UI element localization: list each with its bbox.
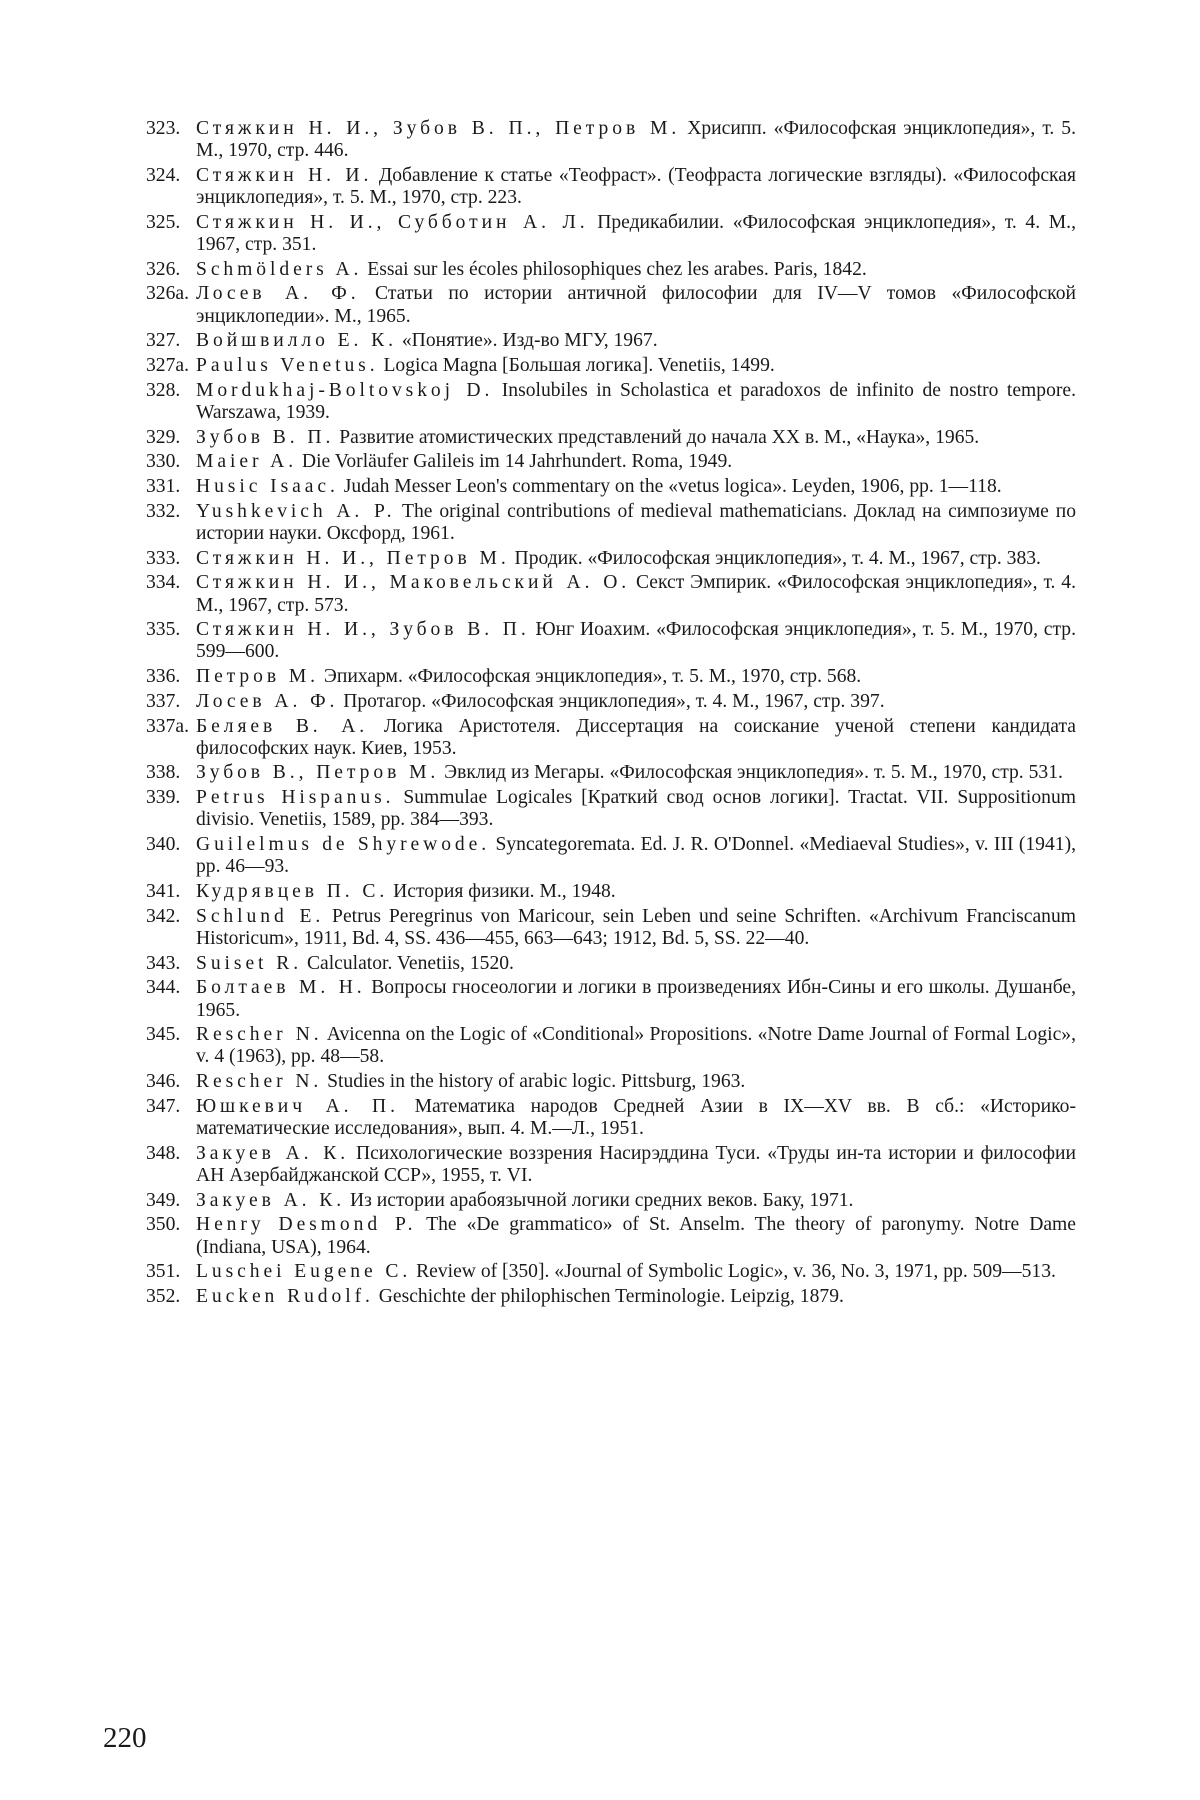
- reference-text: Эвклид из Мегары. «Философская энциклопедия». т. 5. М., 1970, стр. 531.: [439, 762, 1063, 783]
- reference-entry: [146, 283, 1076, 327]
- reference-entry: [146, 834, 1076, 878]
- reference-author: Лосев А. Ф.: [196, 283, 360, 304]
- reference-author: Schlund E.: [196, 906, 324, 927]
- reference-author: Стяжкин Н. И., Зубов В. П.: [196, 619, 530, 640]
- reference-author: Henry Desmond P.: [196, 1214, 416, 1235]
- reference-author: Зубов В., Петров М.: [196, 762, 439, 783]
- reference-text: Insolubiles in Scholastica et paradoxos de infinito de nostro tempore. Warszawa, 1939.: [196, 380, 1076, 423]
- reference-list: [146, 118, 1076, 1311]
- reference-author: Yushkevich A. P.: [196, 501, 395, 522]
- reference-author: Стяжкин Н. И., Субботин А. Л.: [196, 212, 589, 233]
- reference-author: Стяжкин Н. И., Маковельский А. О.: [196, 572, 630, 593]
- reference-number: 348.: [146, 1143, 180, 1165]
- reference-author: Guilelmus de Shyrewode.: [196, 834, 490, 855]
- reference-text: Юнг Иоахим. «Философская энциклопедия», т. 5. М., 1970, стр. 599—600.: [196, 619, 1076, 662]
- reference-author: Зубов В. П.: [196, 427, 334, 448]
- reference-entry: [146, 355, 1076, 377]
- reference-text: Психологические воззрения Насирэддина Туси. «Труды ин-та истории и философии АН Азербайджанской ССР», 1955, т. VI.: [196, 1143, 1076, 1186]
- reference-author: Болтаев М. Н.: [196, 977, 366, 998]
- reference-number: 350.: [146, 1214, 180, 1236]
- reference-text: Petrus Peregrinus von Maricour, sein Leben und seine Schriften. «Archivum Franciscanum Historicum», 1911, Bd. 4, SS. 436—455, 663—643; 1912, Bd. 5, SS. 22—40.: [196, 906, 1076, 949]
- reference-author: Беляев В. А.: [196, 716, 368, 737]
- reference-number: 346.: [146, 1071, 180, 1093]
- reference-author: Закуев А. К.: [196, 1190, 345, 1211]
- reference-text: Studies in the history of arabic logic. Pittsburg, 1963.: [322, 1071, 745, 1092]
- reference-entry: [146, 1024, 1076, 1068]
- reference-entry: [146, 330, 1076, 352]
- reference-text: Математика народов Средней Азии в IX—XV вв. В сб.: «Историко-математические исследования», вып. 4. М.—Л., 1951.: [196, 1096, 1076, 1139]
- reference-entry: [146, 953, 1076, 975]
- reference-author: Paulus Venetus.: [196, 355, 379, 376]
- reference-number: 336.: [146, 666, 180, 688]
- reference-text: Развитие атомистических представлений до начала XX в. М., «Наука», 1965.: [334, 427, 979, 448]
- reference-text: Logica Magna [Большая логика]. Venetiis, 1499.: [379, 355, 775, 376]
- reference-entry: [146, 691, 1076, 713]
- reference-entry: [146, 716, 1076, 760]
- reference-author: Кудрявцев П. С.: [196, 881, 388, 902]
- reference-text: Judah Messer Leon's commentary on the «vetus logica». Leyden, 1906, pp. 1—118.: [339, 476, 1002, 497]
- reference-entry: [146, 1286, 1076, 1308]
- reference-entry: [146, 1096, 1076, 1140]
- reference-text: История физики. М., 1948.: [388, 881, 615, 902]
- reference-number: 330.: [146, 451, 180, 473]
- reference-entry: [146, 118, 1076, 162]
- reference-entry: [146, 1261, 1076, 1283]
- reference-number: 328.: [146, 380, 180, 402]
- reference-number: 342.: [146, 906, 180, 928]
- reference-author: Лосев А. Ф.: [196, 691, 338, 712]
- reference-number: 339.: [146, 787, 180, 809]
- reference-text: Логика Аристотеля. Диссертация на соискание ученой степени кандидата философских наук. Киев, 1953.: [196, 716, 1076, 759]
- reference-text: Добавление к статье «Теофраст». (Теофраста логические взгляды). «Философская энциклопедия», т. 5. М., 1970, стр. 223.: [196, 165, 1076, 208]
- reference-entry: [146, 476, 1076, 498]
- reference-author: Закуев А. К.: [196, 1143, 349, 1164]
- reference-number: 333.: [146, 548, 180, 570]
- reference-entry: [146, 380, 1076, 424]
- reference-number: 352.: [146, 1286, 180, 1308]
- reference-entry: [146, 1190, 1076, 1212]
- reference-number: 325.: [146, 212, 180, 234]
- reference-text: Summulae Logicales [Краткий свод основ логики]. Tractat. VII. Suppositionum divisio. Venetiis, 1589, pp. 384—393.: [196, 787, 1076, 830]
- reference-author: Schmölders A.: [196, 259, 362, 280]
- reference-entry: [146, 906, 1076, 950]
- document-page: [0, 0, 1200, 1800]
- reference-text: Статьи по истории античной философии для IV—V томов «Философской энциклопедии». М., 1965.: [196, 283, 1076, 326]
- reference-number: 326.: [146, 259, 180, 281]
- reference-number: 341.: [146, 881, 180, 903]
- reference-number: 347.: [146, 1096, 180, 1118]
- reference-entry: [146, 787, 1076, 831]
- reference-text: Geschichte der philophischen Terminologie. Leipzig, 1879.: [374, 1286, 844, 1307]
- reference-text: Вопросы гносеологии и логики в произведениях Ибн-Сины и его школы. Душанбе, 1965.: [196, 977, 1076, 1020]
- reference-number: 324.: [146, 165, 180, 187]
- reference-entry: [146, 977, 1076, 1021]
- reference-text: The «De grammatico» of St. Anselm. The theory of paronymy. Notre Dame (Indiana, USA), 1964.: [196, 1214, 1076, 1257]
- reference-entry: [146, 572, 1076, 616]
- reference-number: 337.: [146, 691, 180, 713]
- reference-author: Luschei Eugene C.: [196, 1261, 411, 1282]
- reference-author: Юшкевич А. П.: [196, 1096, 399, 1117]
- reference-number: 331.: [146, 476, 180, 498]
- reference-text: Syncategoremata. Ed. J. R. O'Donnel. «Mediaeval Studies», v. III (1941), pp. 46—93.: [196, 834, 1076, 877]
- reference-entry: [146, 881, 1076, 903]
- reference-entry: [146, 619, 1076, 663]
- reference-text: Avicenna on the Logic of «Conditional» Propositions. «Notre Dame Journal of Formal Logic», v. 4 (1963), pp. 48—58.: [196, 1024, 1076, 1067]
- reference-entry: [146, 548, 1076, 570]
- reference-entry: [146, 666, 1076, 688]
- reference-number: 335.: [146, 619, 180, 641]
- reference-number: 323.: [146, 118, 180, 140]
- reference-text: Продик. «Философская энциклопедия», т. 4. М., 1967, стр. 383.: [510, 548, 1041, 569]
- reference-entry: [146, 212, 1076, 256]
- reference-author: Husic Isaac.: [196, 476, 339, 497]
- reference-author: Петров М.: [196, 666, 319, 687]
- reference-author: Войшвилло Е. К.: [196, 330, 397, 351]
- reference-number: 343.: [146, 953, 180, 975]
- reference-author: Rescher N.: [196, 1071, 322, 1092]
- reference-number: 344.: [146, 977, 180, 999]
- reference-text: Из истории арабоязычной логики средних веков. Баку, 1971.: [345, 1190, 853, 1211]
- reference-number: 340.: [146, 834, 180, 856]
- reference-author: Eucken Rudolf.: [196, 1286, 374, 1307]
- reference-author: Suiset R.: [196, 953, 302, 974]
- reference-number: 345.: [146, 1024, 180, 1046]
- reference-text: Эпихарм. «Философская энциклопедия», т. 5. М., 1970, стр. 568.: [319, 666, 861, 687]
- reference-author: Стяжкин Н. И.: [196, 165, 372, 186]
- reference-entry: [146, 1214, 1076, 1258]
- reference-text: «Понятие». Изд-во МГУ, 1967.: [397, 330, 658, 351]
- reference-text: Die Vorläufer Galileis im 14 Jahrhundert. Roma, 1949.: [297, 451, 732, 472]
- reference-number: 327a.: [146, 355, 189, 377]
- reference-number: 338.: [146, 762, 180, 784]
- reference-entry: [146, 762, 1076, 784]
- reference-author: Rescher N.: [196, 1024, 323, 1045]
- reference-author: Petrus Hispanus.: [196, 787, 394, 808]
- reference-number: 326a.: [146, 283, 189, 305]
- reference-number: 351.: [146, 1261, 180, 1283]
- reference-text: Essai sur les écoles philosophiques chez les arabes. Paris, 1842.: [362, 259, 866, 280]
- reference-entry: [146, 501, 1076, 545]
- reference-text: Хрисипп. «Философская энциклопедия», т. 5. М., 1970, стр. 446.: [196, 118, 1076, 161]
- reference-author: Maier A.: [196, 451, 297, 472]
- reference-text: Протагор. «Философская энциклопедия», т. 4. М., 1967, стр. 397.: [338, 691, 884, 712]
- reference-text: Секст Эмпирик. «Философская энциклопедия», т. 4. М., 1967, стр. 573.: [196, 572, 1076, 615]
- reference-number: 329.: [146, 427, 180, 449]
- reference-entry: [146, 1143, 1076, 1187]
- reference-text: Предикабилии. «Философская энциклопедия», т. 4. М., 1967, стр. 351.: [196, 212, 1076, 255]
- reference-number: 349.: [146, 1190, 180, 1212]
- reference-entry: [146, 1071, 1076, 1093]
- reference-text: Calculator. Venetiis, 1520.: [302, 953, 514, 974]
- reference-author: Mordukhaj-Boltovskoj D.: [196, 380, 493, 401]
- reference-number: 337a.: [146, 716, 189, 738]
- reference-author: Стяжкин Н. И., Зубов В. П., Петров М.: [196, 118, 680, 139]
- reference-number: 327.: [146, 330, 180, 352]
- reference-entry: [146, 165, 1076, 209]
- reference-text: Review of [350]. «Journal of Symbolic Logic», v. 36, No. 3, 1971, pp. 509—513.: [411, 1261, 1056, 1282]
- reference-entry: [146, 427, 1076, 449]
- reference-author: Стяжкин Н. И., Петров М.: [196, 548, 510, 569]
- page-number: 220: [103, 1722, 147, 1755]
- reference-number: 334.: [146, 572, 180, 594]
- reference-entry: [146, 259, 1076, 281]
- reference-number: 332.: [146, 501, 180, 523]
- reference-entry: [146, 451, 1076, 473]
- reference-text: The original contributions of medieval mathematicians. Доклад на симпозиуме по истории науки. Оксфорд, 1961.: [196, 501, 1076, 544]
